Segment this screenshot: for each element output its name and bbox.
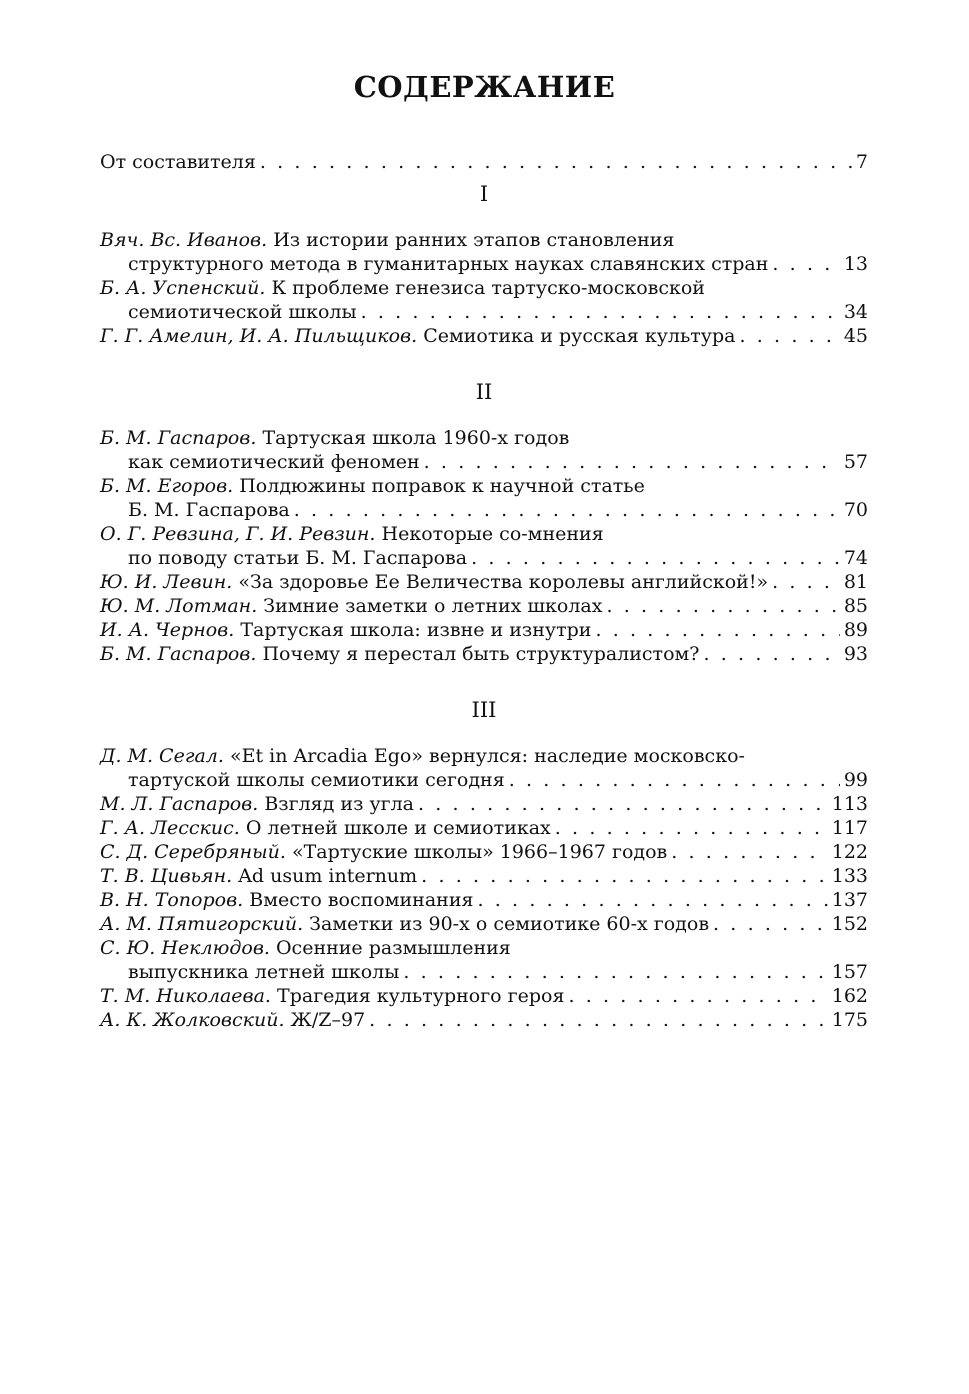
page-number: 122: [831, 841, 868, 863]
entry-title: Ж/Z–97: [290, 1009, 366, 1031]
entry-title: Зимние заметки о летних школах: [263, 595, 603, 617]
section-heading-2: II: [475, 380, 493, 404]
page-number: 45: [843, 325, 868, 347]
entry-title: Семиотика и русская культура: [423, 325, 736, 347]
toc-entry: [100, 888, 868, 912]
entry-author: А. М. Пятигорский.: [100, 913, 304, 935]
dot-leader: [477, 888, 827, 912]
toc-entry: [100, 324, 868, 348]
toc-entry: [100, 474, 868, 522]
toc-entry: [100, 426, 868, 474]
dot-leader: [671, 840, 828, 864]
entry-title: «Тартуские школы» 1966–1967 годов: [291, 841, 668, 863]
entry-title: Заметки из 90-х о семиотике 60-х годов: [309, 913, 710, 935]
page-number: 57: [843, 451, 868, 473]
entry-title: Тартуская школа: извне и изнутри: [240, 619, 592, 641]
toc-entry: [100, 744, 868, 792]
section-heading-1: I: [479, 182, 489, 206]
entry-author: Б. А. Успенский.: [100, 277, 266, 299]
toc-entry: [100, 984, 868, 1008]
page-number: 34: [843, 301, 868, 323]
toc-entry: [100, 228, 868, 276]
entry-author: Ю. И. Левин.: [100, 571, 233, 593]
page-number: 89: [843, 619, 868, 641]
entry-title: «Et in Arcadia Ego» вернулся: наследие московско-: [229, 745, 745, 767]
page-number: 137: [831, 889, 868, 911]
dot-leader: [361, 300, 840, 324]
entry-author: Б. М. Гаспаров.: [100, 427, 257, 449]
page-number: 85: [843, 595, 868, 617]
entry-author: Г. Г. Амелин, И. А. Пильщиков.: [100, 325, 418, 347]
toc-entry: [100, 276, 868, 324]
dot-leader: [509, 768, 840, 792]
toc-entry: [100, 594, 868, 618]
toc-entry: [100, 864, 868, 888]
entry-author: С. Д. Серебряный.: [100, 841, 286, 863]
dot-leader: [418, 792, 828, 816]
dot-leader: [568, 984, 827, 1008]
entry-title: Взгляд из угла: [264, 793, 414, 815]
dot-leader: [772, 570, 840, 594]
entry-title: Почему я перестал быть структуралистом?: [262, 643, 700, 665]
entry-author: Т. М. Николаева.: [100, 985, 271, 1007]
entry-author: Б. М. Егоров.: [100, 475, 234, 497]
entry-title: Из истории ранних этапов становления: [273, 229, 675, 251]
dot-leader: [294, 498, 840, 522]
entry-title: «За здоровье Ее Величества королевы английской!»: [238, 571, 769, 593]
entry-author: Б. М. Гаспаров.: [100, 643, 257, 665]
page-number: 13: [843, 253, 868, 275]
entry-title: Тартуская школа 1960-х годов: [262, 427, 570, 449]
entry-title-cont: по поводу статьи Б. М. Гаспарова: [128, 547, 468, 569]
entry-author: А. К. Жолковский.: [100, 1009, 285, 1031]
toc-entry: [100, 792, 868, 816]
toc-entry: [100, 1008, 868, 1032]
dot-leader: [606, 594, 839, 618]
entry-author: С. Ю. Неклюдов.: [100, 937, 270, 959]
entry-author: В. Н. Топоров.: [100, 889, 244, 911]
entry-title-cont: как семиотический феномен: [128, 451, 420, 473]
toc-entry: [100, 642, 868, 666]
dot-leader: [424, 450, 840, 474]
dot-leader: [739, 324, 839, 348]
entry-title: К проблеме генезиса тартуско-московской: [271, 277, 705, 299]
page-number: 152: [831, 913, 868, 935]
entry-title: Некоторые со-мнения: [381, 523, 604, 545]
entry-title-cont: структурного метода в гуманитарных науках славянских стран: [128, 253, 769, 275]
toc-entry: [100, 618, 868, 642]
dot-leader: [403, 960, 827, 984]
entry-author: Ю. М. Лотман.: [100, 595, 258, 617]
entry-author: Г. А. Лесскис.: [100, 817, 240, 839]
page-number: 133: [831, 865, 868, 887]
entry-title-cont: семиотической школы: [128, 301, 357, 323]
dot-leader: [471, 546, 840, 570]
entry-author: Т. В. Цивьян.: [100, 865, 233, 887]
entry-title-cont: тартуской школы семиотики сегодня: [128, 769, 505, 791]
entry-title: Ad usum internum: [238, 865, 418, 887]
page-number: 93: [843, 643, 868, 665]
toc-entry: [100, 816, 868, 840]
entry-title: Трагедия культурного героя: [277, 985, 565, 1007]
entry-author: И. А. Чернов.: [100, 619, 235, 641]
entry-title-cont: Б. М. Гаспарова: [128, 499, 290, 521]
dot-leader: [713, 912, 828, 936]
entry-title: О летней школе и семиотиках: [245, 817, 551, 839]
entry-author: О. Г. Ревзина, Г. И. Ревзин.: [100, 523, 376, 545]
page-number: 74: [843, 547, 868, 569]
page-number: 70: [843, 499, 868, 521]
dot-leader: [260, 150, 852, 174]
toc-entry: [100, 912, 868, 936]
entry-title: От составителя: [100, 151, 256, 173]
entry-author: Д. М. Сегал.: [100, 745, 224, 767]
toc-entry: [100, 570, 868, 594]
dot-leader: [555, 816, 828, 840]
page-number: 175: [831, 1009, 868, 1031]
toc-entry-preface: [100, 150, 868, 182]
page-number: 157: [831, 961, 868, 983]
toc-entry: [100, 936, 868, 984]
dot-leader: [595, 618, 839, 642]
page-number: 81: [843, 571, 868, 593]
entry-title: Полдюжины поправок к научной статье: [239, 475, 645, 497]
page-number: 113: [831, 793, 868, 815]
dot-leader: [772, 252, 839, 276]
entry-title: Осенние размышления: [275, 937, 511, 959]
dot-leader: [369, 1008, 828, 1032]
page-number: 7: [855, 151, 868, 173]
page-number: 117: [831, 817, 868, 839]
table-of-contents: [100, 150, 868, 1032]
page-number: 99: [843, 769, 868, 791]
page-title: СОДЕРЖАНИЕ: [353, 70, 616, 104]
entry-title: Вместо воспоминания: [249, 889, 474, 911]
page-number: 162: [831, 985, 868, 1007]
entry-author: Вяч. Вс. Иванов.: [100, 229, 268, 251]
toc-entry: [100, 840, 868, 864]
dot-leader: [703, 642, 839, 666]
entry-author: М. Л. Гаспаров.: [100, 793, 259, 815]
dot-leader: [421, 864, 828, 888]
section-heading-3: III: [471, 698, 497, 722]
toc-entry: [100, 522, 868, 570]
entry-title-cont: выпускника летней школы: [128, 961, 400, 983]
